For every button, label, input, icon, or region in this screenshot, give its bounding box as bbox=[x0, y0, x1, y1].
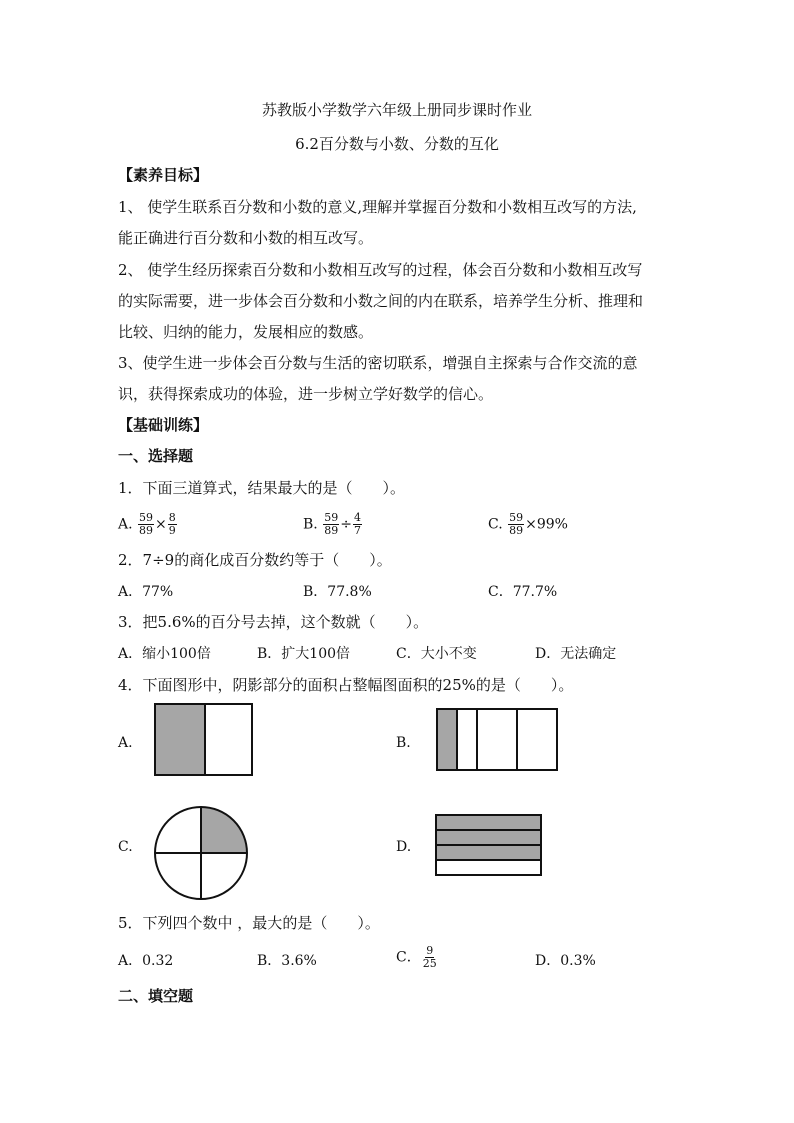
q5-option-d: D．0.3% bbox=[535, 953, 596, 969]
q3-stem: 3．把5.6%的百分号去掉，这个数就（ ）。 bbox=[118, 613, 429, 631]
q1-c-f1-den: 89 bbox=[509, 524, 524, 537]
q1-b-f2-num: 4 bbox=[353, 511, 361, 524]
q4-a-shaded-half bbox=[155, 704, 205, 775]
q4-b-shaded-strip bbox=[437, 709, 457, 770]
q4-option-c-label: C. bbox=[118, 839, 133, 855]
q4-figure-a bbox=[154, 703, 254, 777]
goal-2-line-2: 的实际需要，进一步体会百分数和小数之间的内在联系，培养学生分析、推理和 bbox=[118, 292, 644, 310]
q1-option-b bbox=[303, 512, 363, 537]
q1-option-c bbox=[488, 512, 568, 537]
q1-b-f2-den: 7 bbox=[353, 524, 361, 537]
q1-c-fraction bbox=[508, 512, 524, 537]
q4-option-b-label: B. bbox=[396, 735, 411, 751]
q1-option-a bbox=[118, 512, 178, 537]
q1-a-fraction-2 bbox=[168, 512, 177, 537]
q4-figure-c bbox=[152, 804, 250, 902]
worksheet-title: 苏教版小学数学六年级上册同步课时作业 bbox=[261, 101, 532, 119]
q2-option-c: C．77.7% bbox=[488, 584, 558, 600]
q4-figure-b bbox=[436, 708, 560, 772]
goals-heading: 【素养目标】 bbox=[118, 166, 209, 184]
q5-c-label: C． bbox=[396, 949, 421, 966]
goal-3-line-1: 3、使学生进一步体会百分数与生活的密切联系，增强自主探索与合作交流的意 bbox=[118, 354, 638, 372]
goal-1-line-1: 1、 使学生联系百分数和小数的意义,理解并掌握百分数和小数相互改写的方法, bbox=[118, 198, 637, 216]
q2-stem: 2．7÷9的商化成百分数约等于（ ）。 bbox=[118, 551, 392, 569]
q4-d-shaded-rows bbox=[436, 815, 541, 860]
q3-option-c: C．大小不变 bbox=[396, 646, 477, 662]
q1-a-f2-num: 8 bbox=[168, 511, 176, 524]
q1-b-fraction-1 bbox=[323, 512, 339, 537]
q5-option-b: B．3.6% bbox=[257, 953, 317, 969]
q5-option-c bbox=[396, 945, 439, 970]
q1-c-tail: ×99% bbox=[525, 516, 568, 533]
part2-heading: 二、填空题 bbox=[118, 987, 194, 1005]
q4-option-d-label: D. bbox=[396, 839, 412, 855]
q1-a-fraction-1 bbox=[138, 512, 154, 537]
q1-stem: 1．下面三道算式，结果最大的是（ ）。 bbox=[118, 479, 406, 497]
q2-option-b: B．77.8% bbox=[303, 584, 372, 600]
q3-option-b: B．扩大100倍 bbox=[257, 646, 351, 662]
q5-stem: 5．下列四个数中 ，最大的是（ ）。 bbox=[118, 914, 380, 932]
q1-b-f1-num: 59 bbox=[324, 511, 339, 524]
q1-a-op: × bbox=[155, 516, 167, 533]
q5-option-a: A．0.32 bbox=[118, 953, 174, 969]
goal-2-line-3: 比较、归纳的能力，发展相应的数感。 bbox=[118, 323, 374, 341]
q1-b-f1-den: 89 bbox=[324, 524, 339, 537]
goal-2-line-1: 2、 使学生经历探索百分数和小数相互改写的过程，体会百分数和小数相互改写 bbox=[118, 261, 643, 279]
q5-c-num: 9 bbox=[426, 944, 434, 957]
q1-a-f1-num: 59 bbox=[139, 511, 154, 524]
q1-c-f1-num: 59 bbox=[509, 511, 524, 524]
q1-a-f2-den: 9 bbox=[168, 524, 176, 537]
q1-a-label: A. bbox=[118, 516, 133, 533]
q5-c-fraction bbox=[422, 945, 438, 970]
q1-a-f1-den: 89 bbox=[139, 524, 154, 537]
goal-1-line-2: 能正确进行百分数和小数的相互改写。 bbox=[118, 229, 374, 247]
q5-c-den: 25 bbox=[422, 957, 437, 970]
q3-option-d: D．无法确定 bbox=[535, 646, 617, 662]
q1-b-fraction-2 bbox=[353, 512, 362, 537]
q3-option-a: A．缩小100倍 bbox=[118, 646, 211, 662]
q2-option-a: A．77% bbox=[118, 584, 174, 600]
goal-3-line-2: 识，获得探索成功的体验，进一步树立学好数学的信心。 bbox=[118, 385, 494, 403]
q4-option-a-label: A. bbox=[118, 735, 133, 751]
part1-heading: 一、选择题 bbox=[118, 447, 194, 465]
q1-b-label: B. bbox=[303, 516, 318, 533]
q1-b-op: ÷ bbox=[340, 516, 352, 533]
q4-figure-d bbox=[435, 814, 543, 878]
training-heading: 【基础训练】 bbox=[118, 416, 209, 434]
q4-stem: 4．下面图形中，阴影部分的面积占整幅图面积的25%的是（ ）。 bbox=[118, 676, 574, 694]
worksheet-subtitle: 6.2百分数与小数、分数的互化 bbox=[295, 135, 499, 153]
q1-c-label: C. bbox=[488, 516, 503, 533]
